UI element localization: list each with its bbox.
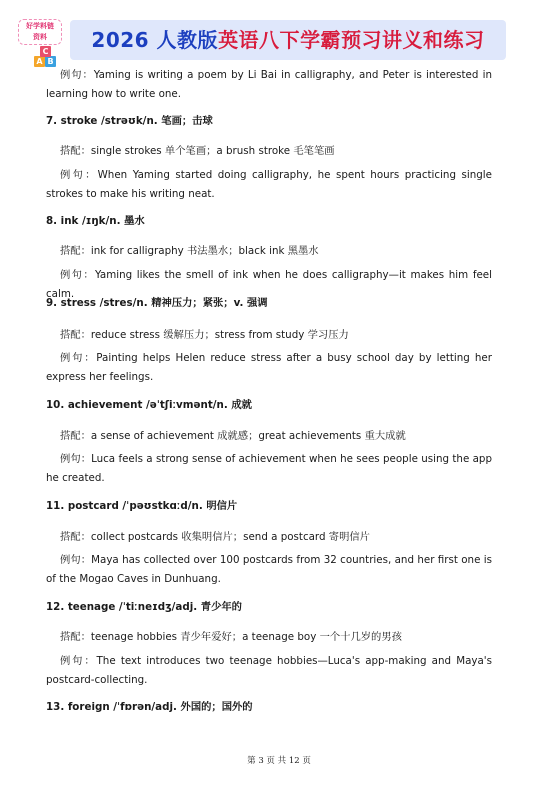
example-sentence: 例句：Yaming likes the smell of ink when he does calligraphy—it makes him feel calm. (46, 269, 492, 300)
logo-badge: 好学料链 资料 (18, 19, 62, 45)
vocab-heading: 10. achievement /əˈtʃiːvmənt/n. 成就 (46, 399, 252, 411)
alphabet-blocks-icon: A B C (34, 46, 66, 68)
collocation-line: 搭配：reduce stress 缓解压力；stress from study 学习压力 (60, 329, 349, 341)
vocab-heading: 9. stress /stres/n. 精神压力；紧张；v. 强调 (46, 297, 268, 309)
collocation-line: 搭配：a sense of achievement 成就感；great achievements 重大成就 (60, 430, 406, 442)
example-sentence: 例句：Maya has collected over 100 postcards from 32 countries, and her first one is of the Mogao Caves in Dunhuang. (46, 554, 492, 585)
example-sentence: 例句：Yaming is writing a poem by Li Bai in calligraphy, and Peter is interested in learning how to write one. (46, 69, 492, 100)
example-sentence: 例句：Painting helps Helen reduce stress after a busy school day by letting her express her feelings. (46, 352, 492, 383)
vocab-heading: 12. teenage /ˈtiːneɪdʒ/adj. 青少年的 (46, 601, 242, 613)
vocab-heading: 7. stroke /strəʊk/n. 笔画；击球 (46, 115, 213, 127)
header-banner (8, 10, 550, 60)
example-sentence: 例句：The text introduces two teenage hobbies—Luca's app-making and Maya's postcard-collecting. (46, 655, 492, 686)
document-title: 2026 人教版英语八下学霸预习讲义和练习 (91, 28, 485, 52)
collocation-line: 搭配：teenage hobbies 青少年爱好；a teenage boy 一个十几岁的男孩 (60, 631, 402, 643)
example-sentence: 例句：When Yaming started doing calligraphy, he spent hours practicing single strokes to make his writing neat. (46, 169, 492, 200)
collocation-line: 搭配：collect postcards 收集明信片；send a postcard 寄明信片 (60, 531, 370, 543)
vocab-heading: 11. postcard /ˈpəʊstkɑːd/n. 明信片 (46, 500, 238, 512)
example-sentence: 例句：Luca feels a strong sense of achievement when he sees people using the app he created. (46, 453, 492, 484)
logo (8, 14, 70, 70)
page-number: 第 3 页 共 12 页 (247, 756, 311, 766)
collocation-line: 搭配：single strokes 单个笔画；a brush stroke 毛笔笔画 (60, 145, 335, 157)
collocation-line: 搭配：ink for calligraphy 书法墨水；black ink 黑墨水 (60, 245, 319, 257)
vocab-heading: 13. foreign /ˈfɒrən/adj. 外国的；国外的 (46, 701, 253, 713)
vocab-heading: 8. ink /ɪŋk/n. 墨水 (46, 215, 145, 227)
